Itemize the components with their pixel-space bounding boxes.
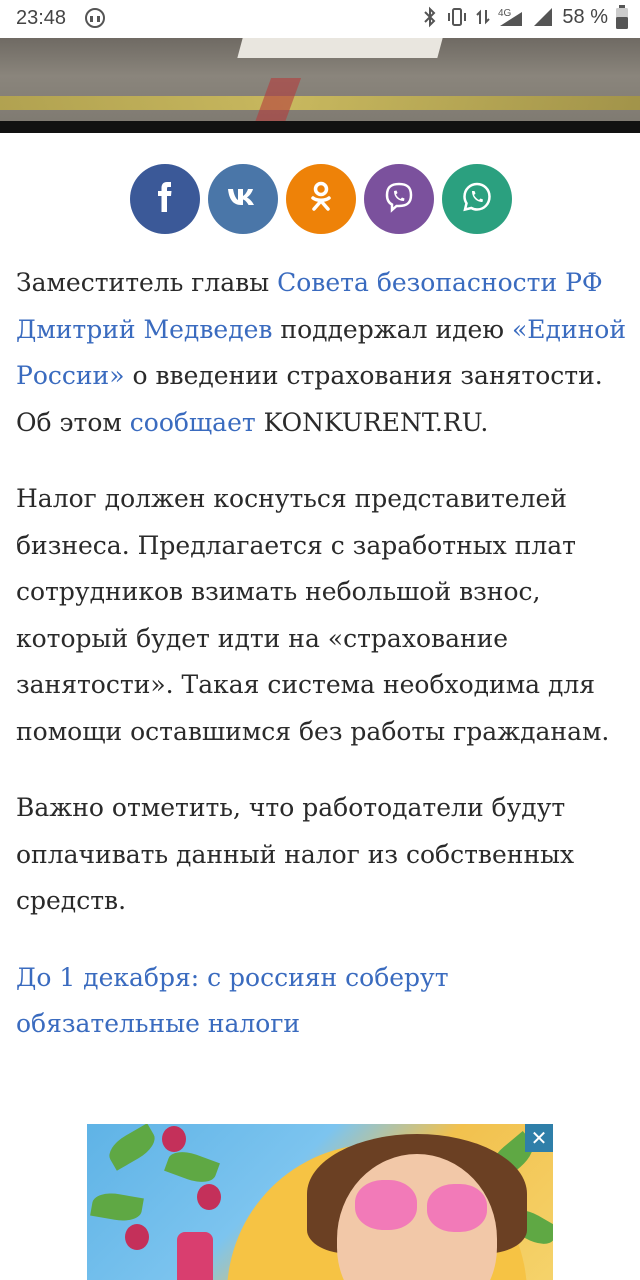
link-united-russia[interactable]: «Единой России» xyxy=(16,314,626,390)
data-arrows-icon xyxy=(476,6,490,28)
ad-glasses-right xyxy=(427,1184,487,1232)
vk-icon xyxy=(226,187,260,212)
headset-icon xyxy=(84,7,106,35)
viber-icon xyxy=(383,181,415,218)
signal-icon xyxy=(532,6,554,28)
hero-floor-line xyxy=(0,96,640,110)
ad-berry xyxy=(197,1184,221,1210)
status-bar xyxy=(0,0,640,38)
ad-berry xyxy=(162,1126,186,1152)
ad-banner[interactable] xyxy=(87,1124,553,1280)
link-security-council[interactable]: Совета безопасности РФ xyxy=(277,268,603,297)
article-paragraph-1 xyxy=(16,260,626,446)
hero-paper xyxy=(237,38,442,58)
p1-text-5: KONKURENT.RU. xyxy=(255,407,489,437)
close-icon: ✕ xyxy=(530,1126,548,1150)
p1-text-4: о введении страхования занятости. Об этом xyxy=(16,361,603,437)
related-article-link[interactable]: До 1 декабря: с россиян соберут обязательные налоги xyxy=(16,962,449,1038)
share-facebook-button[interactable] xyxy=(130,164,200,234)
share-odnoklassniki-button[interactable] xyxy=(286,164,356,234)
status-icons xyxy=(422,5,628,29)
article-paragraph-2: Налог должен коснуться представителей бизнеса. Предлагается с заработных плат сотрудников взимать небольшой взнос, который будет идти на «страхование занятости». Такая система необходима для помощи оставшимся без работы гражданам. xyxy=(16,484,610,746)
ad-leaf xyxy=(164,1146,220,1188)
battery-icon xyxy=(616,5,628,29)
p1-text-3: поддержал идею xyxy=(272,314,513,344)
ad-close-button[interactable] xyxy=(525,1124,553,1152)
hero-bottom-edge xyxy=(0,121,640,133)
battery-percent: 58 % xyxy=(562,5,608,28)
svg-text:4G: 4G xyxy=(498,8,512,19)
article-paragraph-3: Важно отметить, что работодатели будут оплачивать данный налог из собственных средств. xyxy=(16,793,575,915)
share-whatsapp-button[interactable] xyxy=(442,164,512,234)
ad-leaf xyxy=(104,1124,160,1171)
odnoklassniki-icon xyxy=(310,181,332,218)
whatsapp-icon xyxy=(461,181,493,218)
article-hero-image xyxy=(0,38,640,133)
p1-text-1: Заместитель главы xyxy=(16,268,278,297)
related-article-paragraph xyxy=(16,955,626,1048)
facebook-icon xyxy=(152,182,178,217)
article-body xyxy=(16,260,626,1078)
link-source[interactable]: сообщает xyxy=(129,407,256,437)
status-time: 23:48 xyxy=(16,7,67,29)
share-buttons xyxy=(130,164,512,234)
network-4g-icon xyxy=(498,6,524,28)
ad-glasses-left xyxy=(355,1180,417,1230)
share-vk-button[interactable] xyxy=(208,164,278,234)
ad-bottle xyxy=(177,1232,213,1280)
ad-leaf xyxy=(90,1190,144,1224)
link-medvedev[interactable]: Дмитрий Медведев xyxy=(16,314,273,344)
vibrate-icon xyxy=(446,6,468,28)
ad-berry xyxy=(125,1224,149,1250)
share-viber-button[interactable] xyxy=(364,164,434,234)
bluetooth-icon xyxy=(422,6,438,28)
